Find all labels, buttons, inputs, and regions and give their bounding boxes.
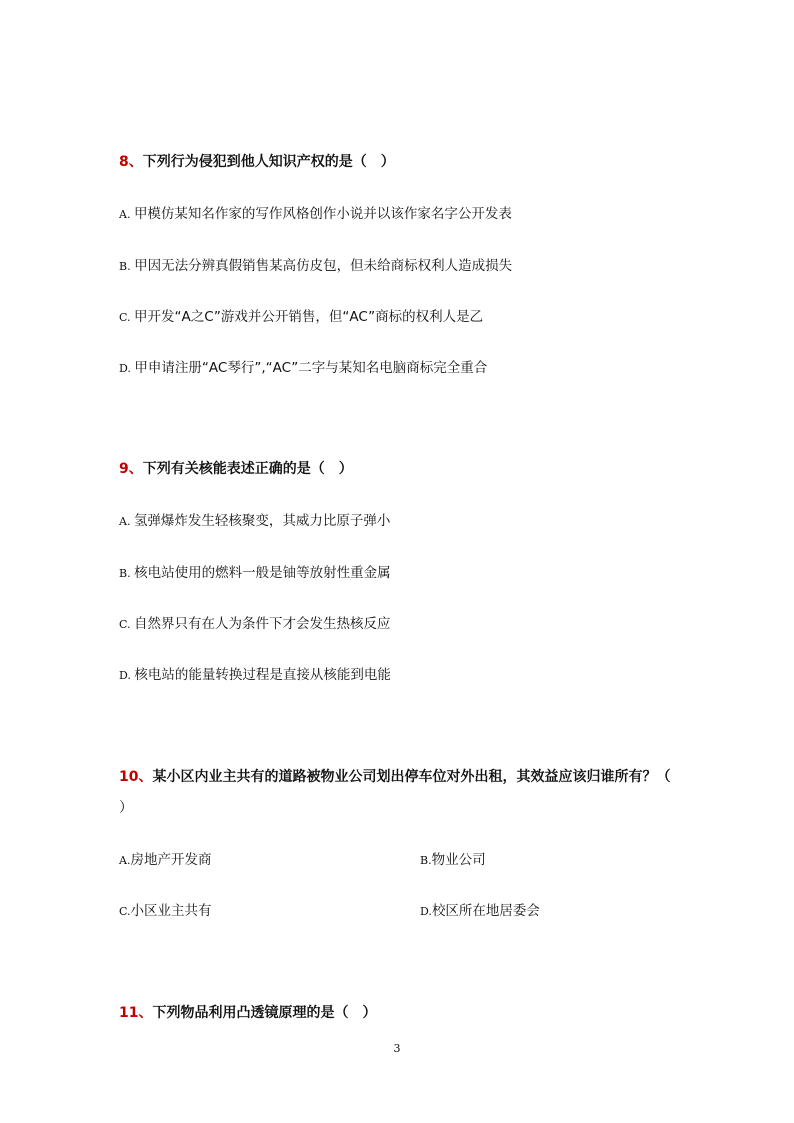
option-text: 甲因无法分辨真假销售某高仿皮包，但未给商标权利人造成损失	[134, 258, 513, 274]
question-number: 8、	[119, 154, 143, 170]
option-letter: C.	[119, 905, 131, 918]
option-text: 甲申请注册“AC琴行”,“AC”二字与某知名电脑商标完全重合	[134, 360, 488, 376]
option-9d	[119, 665, 391, 686]
option-text: 核电站的能量转换过程是直接从核能到电能	[134, 667, 391, 683]
option-text: 甲模仿某知名作家的写作风格创作小说并以该作家名字公开发表	[133, 206, 512, 222]
option-letter: D.	[119, 669, 135, 682]
option-text: 房地产开发商	[130, 852, 212, 868]
page-number: 3	[393, 1042, 401, 1055]
question-stem-continuation: ）	[119, 800, 133, 816]
option-8b	[119, 256, 512, 277]
question-9	[119, 455, 353, 483]
option-text: 氢弹爆炸发生轻核聚变，其威力比原子弹小	[133, 513, 391, 529]
option-letter: A.	[119, 854, 131, 867]
option-8a	[119, 204, 512, 225]
option-letter: A.	[119, 208, 134, 221]
option-10a	[119, 850, 211, 871]
question-stem: 下列有关核能表述正确的是（ ）	[142, 461, 353, 477]
option-text: 甲开发“A之C”游戏并公开销售，但“AC”商标的权利人是乙	[134, 309, 484, 325]
option-9c	[119, 614, 391, 635]
question-number: 11、	[119, 1005, 153, 1021]
option-text: 小区业主共有	[130, 903, 212, 919]
option-10c	[119, 901, 212, 922]
option-9a	[119, 511, 390, 532]
option-letter: A.	[119, 515, 134, 528]
question-8	[119, 148, 395, 176]
option-letter: C.	[119, 311, 135, 324]
option-letter: D.	[119, 362, 135, 375]
option-letter: D.	[420, 905, 432, 918]
option-9b	[119, 563, 391, 584]
option-letter: C.	[119, 618, 135, 631]
option-10d	[420, 901, 540, 922]
question-11	[119, 999, 376, 1027]
option-8c	[119, 307, 483, 328]
question-stem: 下列物品利用凸透镜原理的是（ ）	[152, 1005, 377, 1021]
option-letter: B.	[119, 260, 135, 273]
option-8d	[119, 358, 487, 379]
option-text: 核电站使用的燃料一般是铀等放射性重金属	[134, 565, 391, 581]
option-text: 自然界只有在人为条件下才会发生热核反应	[134, 616, 391, 632]
option-10b	[420, 850, 486, 871]
question-number: 10、	[119, 769, 153, 785]
option-text: 物业公司	[431, 852, 486, 868]
question-10	[119, 763, 670, 791]
question-stem: 下列行为侵犯到他人知识产权的是（ ）	[142, 154, 395, 170]
option-text: 校区所在地居委会	[431, 903, 540, 919]
question-number: 9、	[119, 461, 143, 477]
option-letter: B.	[420, 854, 432, 867]
question-stem: 某小区内业主共有的道路被物业公司划出停车位对外出租，其效益应该归谁所有？（	[152, 769, 671, 785]
option-letter: B.	[119, 567, 135, 580]
